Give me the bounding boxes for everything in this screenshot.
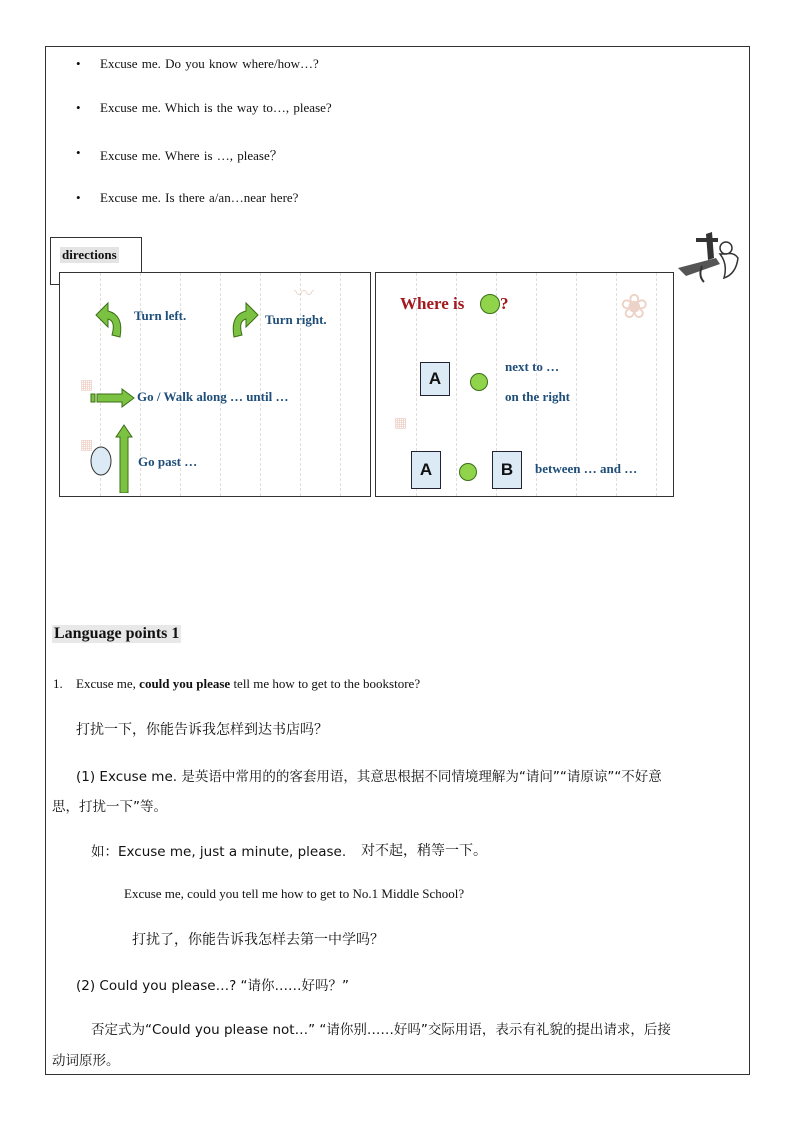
person-illustration-icon [676,228,746,286]
green-dot-icon [480,294,500,314]
stamp-icon: ▦ [80,378,94,393]
paragraph-line: 思，打扰一下”等。 [52,799,167,815]
go-along-label: Go / Walk along … until … [137,389,289,404]
stamp-icon: ▦ [394,416,408,431]
box-b: B [492,451,522,489]
paragraph-line: (2) Could you please…? “请你……好吗？” [76,978,350,994]
example-english: Excuse me, could you tell me how to get to No.1 Middle School? [124,886,465,901]
location-panel [375,272,674,497]
stamp-icon: 〰 [294,283,314,305]
paragraph-line: 否定式为“Could you please not…” “请你别……好吗”交际用语，表示有礼貌的提出请求，后接 [91,1022,671,1038]
paragraph-line: (1) Excuse me. 是英语中常用的的客套用语，其意思根据不同情境理解为“请问”“请原谅”“不好意 [76,769,662,785]
example-chinese: 打扰了，你能告诉我怎样去第一中学吗？ [132,932,384,948]
go-past-icon [88,423,134,493]
go-along-arrow-icon [90,388,136,408]
turn-right-label: Turn right. [265,312,327,327]
green-dot-icon [459,463,477,481]
section-heading: Language points 1 [54,625,180,642]
question-mark: ? [500,294,509,313]
bullet-dot: • [76,100,81,115]
bullet-dot: • [76,190,81,205]
turn-right-arrow-icon [228,295,260,339]
box-a: A [411,451,441,489]
bullet-text: Excuse me. Do you know where/how…? [100,56,319,71]
item-sentence: Excuse me, could you please tell me how to get to the bookstore? [76,676,421,691]
next-to-label: next to … [505,359,560,374]
stamp-icon: ▦ [80,438,94,453]
between-label: between … and … [535,461,638,476]
bullet-dot: • [76,145,81,160]
item-number: 1. [53,676,63,691]
green-dot-icon [470,373,488,391]
turn-left-label: Turn left. [134,308,187,323]
bullet-text: Excuse me. Is there a/an…near here? [100,190,299,205]
paragraph-line: 动词原形。 [52,1053,120,1069]
bullet-dot: • [76,56,81,71]
directions-label: directions [62,247,117,262]
bullet-text: Excuse me. Which is the way to…, please? [100,100,332,115]
example-english: 如：Excuse me, just a minute, please. [91,844,347,860]
where-is-heading: Where is [400,294,465,313]
item-translation: 打扰一下，你能告诉我怎样到达书店吗？ [76,722,328,738]
seal-icon: ❀ [620,289,649,326]
directions-panel [59,272,371,497]
turn-left-arrow-icon [94,295,126,339]
box-a: A [420,362,450,396]
bullet-text: Excuse me. Where is …, please？ [100,148,283,163]
on-the-right-label: on the right [505,389,570,404]
go-past-label: Go past … [138,454,198,469]
example-chinese: 对不起，稍等一下。 [361,843,487,859]
